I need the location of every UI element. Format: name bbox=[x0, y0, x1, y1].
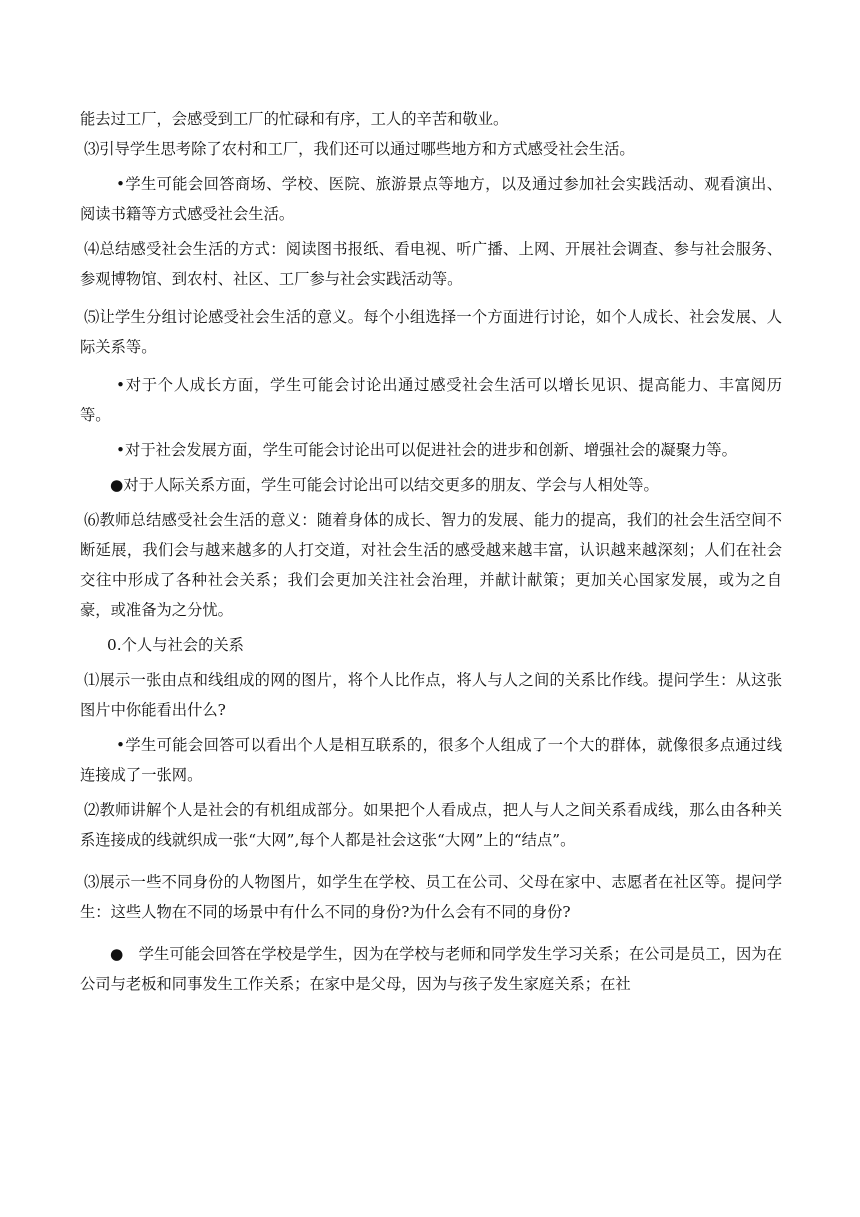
bullet-paragraph-5: •学生可能会回答可以看出个人是相互联系的，很多个人组成了一个大的群体，就像很多点通过线连接成了一张网。 bbox=[80, 736, 782, 784]
paragraph-7: ⑵教师讲解个人是社会的有机组成部分。如果把个人看成点，把人与人之间关系看成线，那么由各种关系连接成的线就织成一张“大网”,每个人都是社会这张“大网”上的“结点”。 bbox=[80, 801, 782, 849]
section-heading: 0.个人与社会的关系 bbox=[107, 636, 244, 654]
bullet-paragraph-6: ● 学生可能会回答在学校是学生，因为在学校与老师和同学发生学习关系；在公司是员工，因为在公司与老板和同事发生工作关系；在家中是父母，因为与孩子发生家庭关系；在社 bbox=[80, 945, 782, 993]
paragraph-8: ⑶展示一些不同身份的人物图片，如学生在学校、员工在公司、父母在家中、志愿者在社区等。提问学生：这些人物在不同的场景中有什么不同的身份?为什么会有不同的身份? bbox=[80, 873, 782, 921]
bullet-paragraph-2: •对于个人成长方面，学生可能会讨论出通过感受社会生活可以增长见识、提高能力、丰富阅历等。 bbox=[80, 376, 782, 424]
bullet-paragraph-4: ●对于人际关系方面，学生可能会讨论出可以结交更多的朋友、学会与人相处等。 bbox=[110, 476, 659, 494]
paragraph-1: 能去过工厂，会感受到工厂的忙碌和有序，工人的辛苦和敬业。 bbox=[80, 110, 509, 128]
paragraph-6: ⑴展示一张由点和线组成的网的图片，将个人比作点，将人与人之间的关系比作线。提问学生：从这张图片中你能看出什么? bbox=[80, 671, 782, 719]
paragraph-4: ⑸让学生分组讨论感受社会生活的意义。每个小组选择一个方面进行讨论，如个人成长、社会发展、人际关系等。 bbox=[80, 308, 782, 356]
bullet-paragraph-1: •学生可能会回答商场、学校、医院、旅游景点等地方，以及通过参加社会实践活动、观看演出、阅读书籍等方式感受社会生活。 bbox=[80, 175, 782, 223]
paragraph-3: ⑷总结感受社会生活的方式：阅读图书报纸、看电视、听广播、上网、开展社会调查、参与社会服务、参观博物馆、到农村、社区、工厂参与社会实践活动等。 bbox=[80, 240, 782, 288]
paragraph-5: ⑹教师总结感受社会生活的意义：随着身体的成长、智力的发展、能力的提高，我们的社会生活空间不断延展，我们会与越来越多的人打交道，对社会生活的感受越来越丰富，认识越来越深刻；人们在社会交往中形成了各种社会关系；我们会更加关注社会治理，并献计献策；更加关心国家发展，或为之自豪，或准备为之分忧。 bbox=[80, 511, 782, 619]
document-page bbox=[80, 104, 782, 999]
paragraph-2: ⑶引导学生思考除了农村和工厂，我们还可以通过哪些地方和方式感受社会生活。 bbox=[84, 140, 635, 158]
bullet-paragraph-3: •对于社会发展方面，学生可能会讨论出可以促进社会的进步和创新、增强社会的凝聚力等。 bbox=[116, 441, 737, 459]
